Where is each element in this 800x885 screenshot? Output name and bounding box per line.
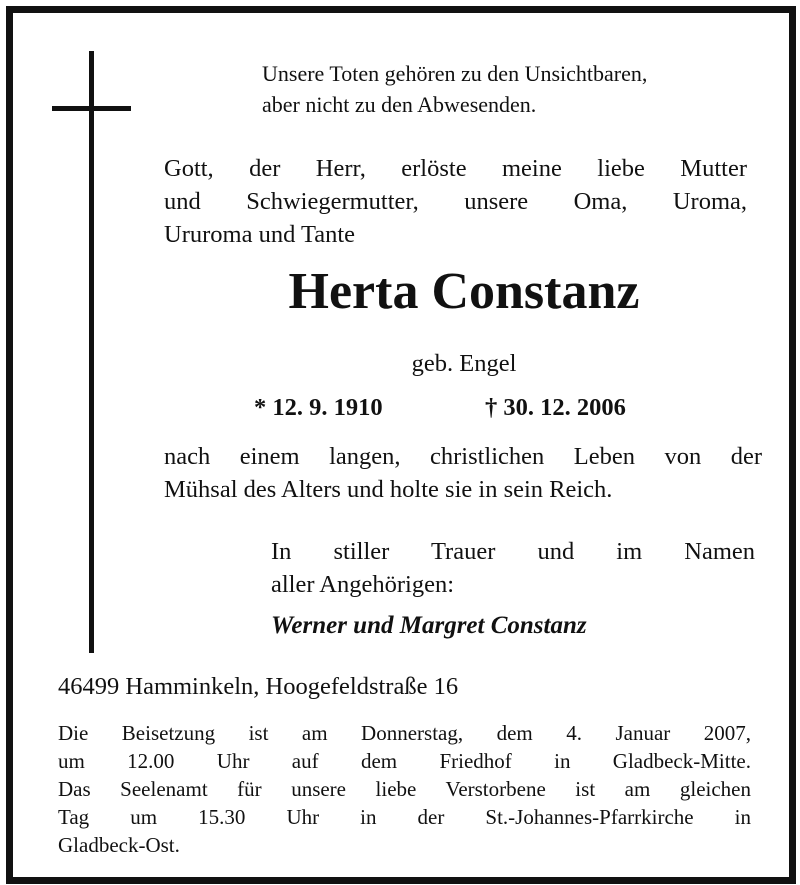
death-date: † 30. 12. 2006 <box>485 394 626 421</box>
life-text-line: nach einem langen, christlichen Leben von der <box>164 443 762 470</box>
birth-date: * 12. 9. 1910 <box>254 394 383 421</box>
funeral-info <box>58 719 751 859</box>
obituary-notice <box>6 6 796 884</box>
address: 46499 Hamminkeln, Hoogefeldstraße 16 <box>58 673 459 700</box>
motto-line: aber nicht zu den Abwesenden. <box>262 92 537 117</box>
mourning-line: In stiller Trauer und im Namen <box>271 538 755 565</box>
birth-name: geb. Engel <box>411 350 517 377</box>
cross-horizontal-bar <box>52 106 131 111</box>
announcement-text <box>164 152 747 251</box>
funeral-info-line: Gladbeck-Ost. <box>58 833 180 857</box>
funeral-info-line: Das Seelenamt für unsere liebe Verstorbene ist am gleichen <box>58 777 751 801</box>
announcement-line: Ururoma und Tante <box>164 221 356 248</box>
announcement-line: Gott, der Herr, erlöste meine liebe Mutter <box>164 155 747 182</box>
announcement-line: und Schwiegermutter, unsere Oma, Uroma, <box>164 188 747 215</box>
cross-vertical-bar <box>89 51 94 653</box>
funeral-info-line: Tag um 15.30 Uhr in der St.-Johannes-Pfarrkirche in <box>58 805 751 829</box>
life-text <box>164 440 762 506</box>
mourning-text <box>271 535 755 601</box>
funeral-info-line: um 12.00 Uhr auf dem Friedhof in Gladbeck-Mitte. <box>58 749 751 773</box>
deceased-name: Herta Constanz <box>288 263 640 320</box>
motto-line: Unsere Toten gehören zu den Unsichtbaren, <box>262 61 648 86</box>
motto-quote <box>262 58 647 120</box>
mourners-names: Werner und Margret Constanz <box>271 612 587 639</box>
mourning-line: aller Angehörigen: <box>271 571 455 598</box>
life-text-line: Mühsal des Alters und holte sie in sein Reich. <box>164 476 613 503</box>
life-dates <box>254 392 626 424</box>
funeral-info-line: Die Beisetzung ist am Donnerstag, dem 4. Januar 2007, <box>58 721 751 745</box>
